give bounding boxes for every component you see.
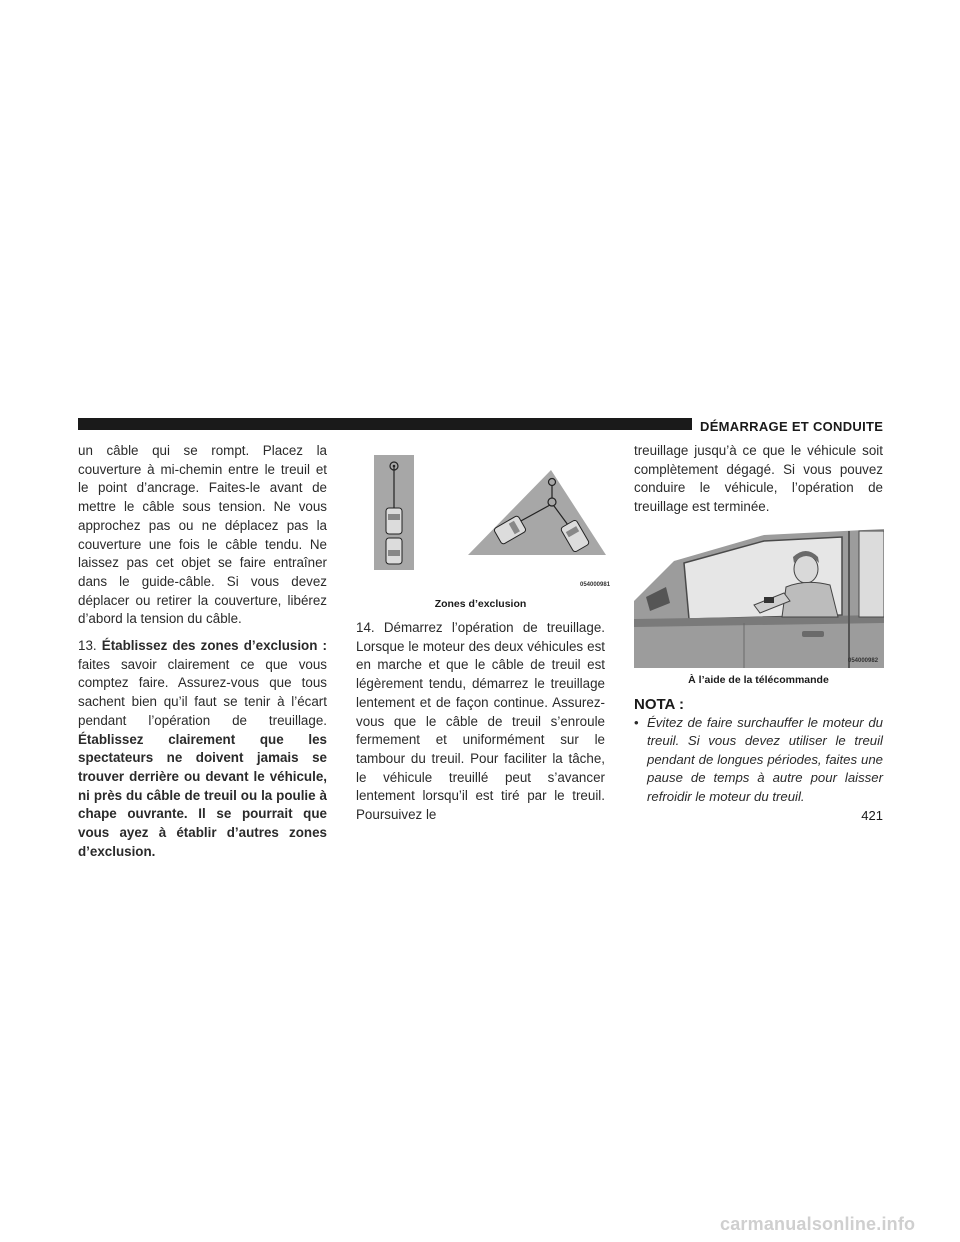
page-number: 421 — [861, 808, 883, 823]
header-rule — [78, 418, 692, 430]
step-number: 13. — [78, 638, 97, 654]
figure-code: 054000982 — [848, 658, 879, 664]
remote-control-figure — [634, 527, 884, 668]
paragraph: treuillage jusqu’à ce que le véhicule soit complètement dégagé. Si vous pouvez conduire le véhicule, l’opération de treuillage est terminée. — [634, 443, 883, 515]
step-heading: Établissez des zones d’exclusion : — [101, 638, 327, 654]
step-text: faites savoir clairement ce que vous comptez faire. Assurez-vous que tous sachent bien qu’il faut se tenir à l’écart pendant l’opération de treuillage. — [78, 656, 327, 728]
column-right — [634, 442, 883, 525]
remote-control-illustration — [634, 527, 884, 668]
note-text: Évitez de faire surchauffer le moteur du treuil. Si vous devez utiliser le treuil pendant de longues périodes, faites une pause de temps à autre pour laisser refroidir le moteur du treuil. — [647, 715, 883, 804]
paragraph: 14. Démarrez l’opération de treuillage. Lorsque le moteur des deux véhicules est en marche et que le câble de treuil est légèrement tendu, démarrez le treuillage lentement et de façon continue. Assurez-vous que le câble de treuil s’enroule fermement et uniformément sur le tambour du treuil. Pour faciliter la tâche, le véhicule treuillé peut s’avancer lentement lorsqu’il est tiré par le treuil. Poursuivez le — [356, 620, 605, 823]
figure-caption: À l’aide de la télécommande — [688, 674, 829, 686]
column-left — [78, 442, 327, 869]
step-13 — [78, 637, 327, 861]
figure-caption: Zones d’exclusion — [434, 598, 527, 610]
section-title: DÉMARRAGE ET CONDUITE — [700, 419, 884, 434]
exclusion-zones-illustration — [356, 452, 614, 592]
watermark: carmanualsonline.info — [720, 1214, 916, 1234]
bullet-icon: • — [634, 715, 639, 730]
note-title: NOTA : — [634, 696, 684, 713]
column-middle — [356, 619, 605, 833]
note-item — [634, 714, 883, 806]
exclusion-zones-figure — [356, 452, 614, 592]
step-warning: Établissez clairement que les spectateurs ne doivent jamais se trouver derrière ou devant le véhicule, ni près du câble de treuil ou la poulie à chape ouvrante. Il se pourrait que vous ayez à établir d’autres zones d’exclusion. — [78, 731, 327, 859]
figure-code: 054000981 — [580, 582, 611, 588]
paragraph: un câble qui se rompt. Placez la couverture à mi-chemin entre le treuil et le point d’ancrage. Faites-le avant de mettre le câble sous tension. Ne vous approchez pas ou ne déplacez pas la couverture une fois le câble tendu. Ne laissez pas cet objet se faire entraîner dans le guide-câble. Si vous devez déplacer ou retirer la couverture, libérez d’abord la tension du câble. — [78, 443, 327, 627]
